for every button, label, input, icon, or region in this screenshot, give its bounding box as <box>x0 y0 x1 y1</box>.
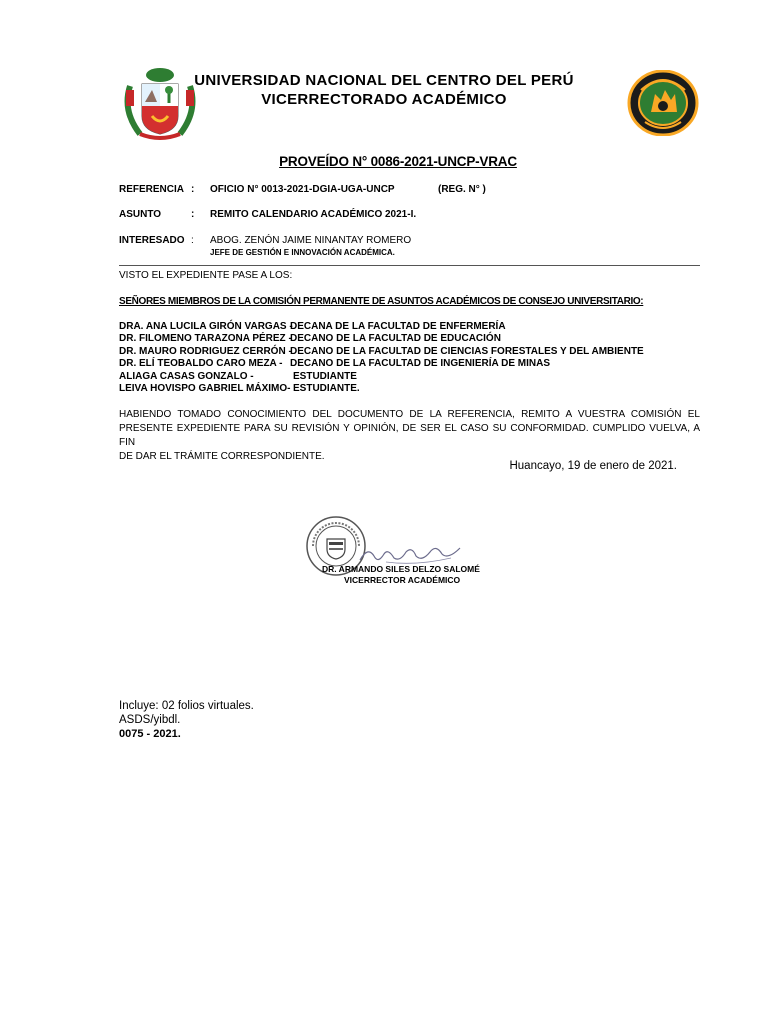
member-role: DECANO DE LA FACULTAD DE CIENCIAS FORESTALES Y DEL AMBIENTE <box>290 345 644 357</box>
interesado-role: JEFE DE GESTIÓN E INNOVACIÓN ACADÉMICA. <box>210 248 395 257</box>
interesado-colon: : <box>191 235 194 246</box>
member-name: DR. FILOMENO TARAZONA PÉREZ - <box>119 333 292 345</box>
member-role: DECANO DE LA FACULTAD DE INGENIERÍA DE MINAS <box>290 358 551 370</box>
member-name: DRA. ANA LUCILA GIRÓN VARGAS - <box>119 321 293 332</box>
body-paragraph <box>119 408 700 464</box>
visto-text: VISTO EL EXPEDIENTE PASE A LOS: <box>119 270 293 281</box>
footer-initials: ASDS/yibdl. <box>119 714 181 726</box>
referencia-value: OFICIO N° 0013-2021-DGIA-UGA-UNCP <box>210 184 395 195</box>
asunto-label: ASUNTO <box>119 209 162 220</box>
uncp-seal-icon <box>627 70 699 136</box>
asunto-colon: : <box>191 209 195 220</box>
member-name: DR. ELÍ TEOBALDO CARO MEZA - <box>119 358 283 370</box>
member-role: ESTUDIANTE <box>293 370 357 382</box>
footer-number: 0075 - 2021. <box>119 728 181 740</box>
paragraph-line: PRESENTE EXPEDIENTE PARA SU REVISIÓN Y OPINIÓN, DE SER EL CASO SU CONFORMIDAD. CUMPLIDO VUELVA, A FIN <box>119 423 700 448</box>
referencia-colon: : <box>191 184 195 195</box>
member-role: ESTUDIANTE. <box>293 382 360 394</box>
addressees-heading: SEÑORES MIEMBROS DE LA COMISIÓN PERMANENTE DE ASUNTOS ACADÉMICOS DE CONSEJO UNIVERSITARIO: <box>119 296 644 307</box>
signatory-name: DR. ARMANDO SILES DELZO SALOMÉ <box>322 564 480 574</box>
date-line: Huancayo, 19 de enero de 2021. <box>509 460 677 472</box>
reg-value: (REG. N° ) <box>438 184 486 195</box>
member-name: DR. MAURO RODRIGUEZ CERRÓN - <box>119 345 292 357</box>
interesado-label: INTERESADO <box>119 235 185 246</box>
divider <box>119 265 700 266</box>
paragraph-line: DE DAR EL TRÁMITE CORRESPONDIENTE. <box>119 451 325 462</box>
member-name: LEIVA HOVISPO GABRIEL MÁXIMO- <box>119 382 291 394</box>
member-role: DECANA DE LA FACULTAD DE ENFERMERÍA <box>290 321 506 332</box>
footer-folios: Incluye: 02 folios virtuales. <box>119 700 254 712</box>
signatory-title: VICERRECTOR ACADÉMICO <box>344 575 461 585</box>
member-name: ALIAGA CASAS GONZALO - <box>119 370 254 382</box>
referencia-label: REFERENCIA <box>119 184 185 195</box>
interesado-name: ABOG. ZENÓN JAIME NINANTAY ROMERO <box>210 235 412 246</box>
paragraph-line: HABIENDO TOMADO CONOCIMIENTO DEL DOCUMENTO DE LA REFERENCIA, REMITO A VUESTRA COMISIÓN EL <box>119 409 700 420</box>
member-role: DECANO DE LA FACULTAD DE EDUCACIÓN <box>290 333 501 345</box>
document-title: PROVEÍDO N° 0086-2021-UNCP-VRAC <box>279 154 517 169</box>
asunto-value: REMITO CALENDARIO ACADÉMICO 2021-I. <box>210 209 417 220</box>
university-name: UNIVERSIDAD NACIONAL DEL CENTRO DEL PERÚ <box>194 72 574 89</box>
office-name: VICERRECTORADO ACADÉMICO <box>261 91 507 108</box>
